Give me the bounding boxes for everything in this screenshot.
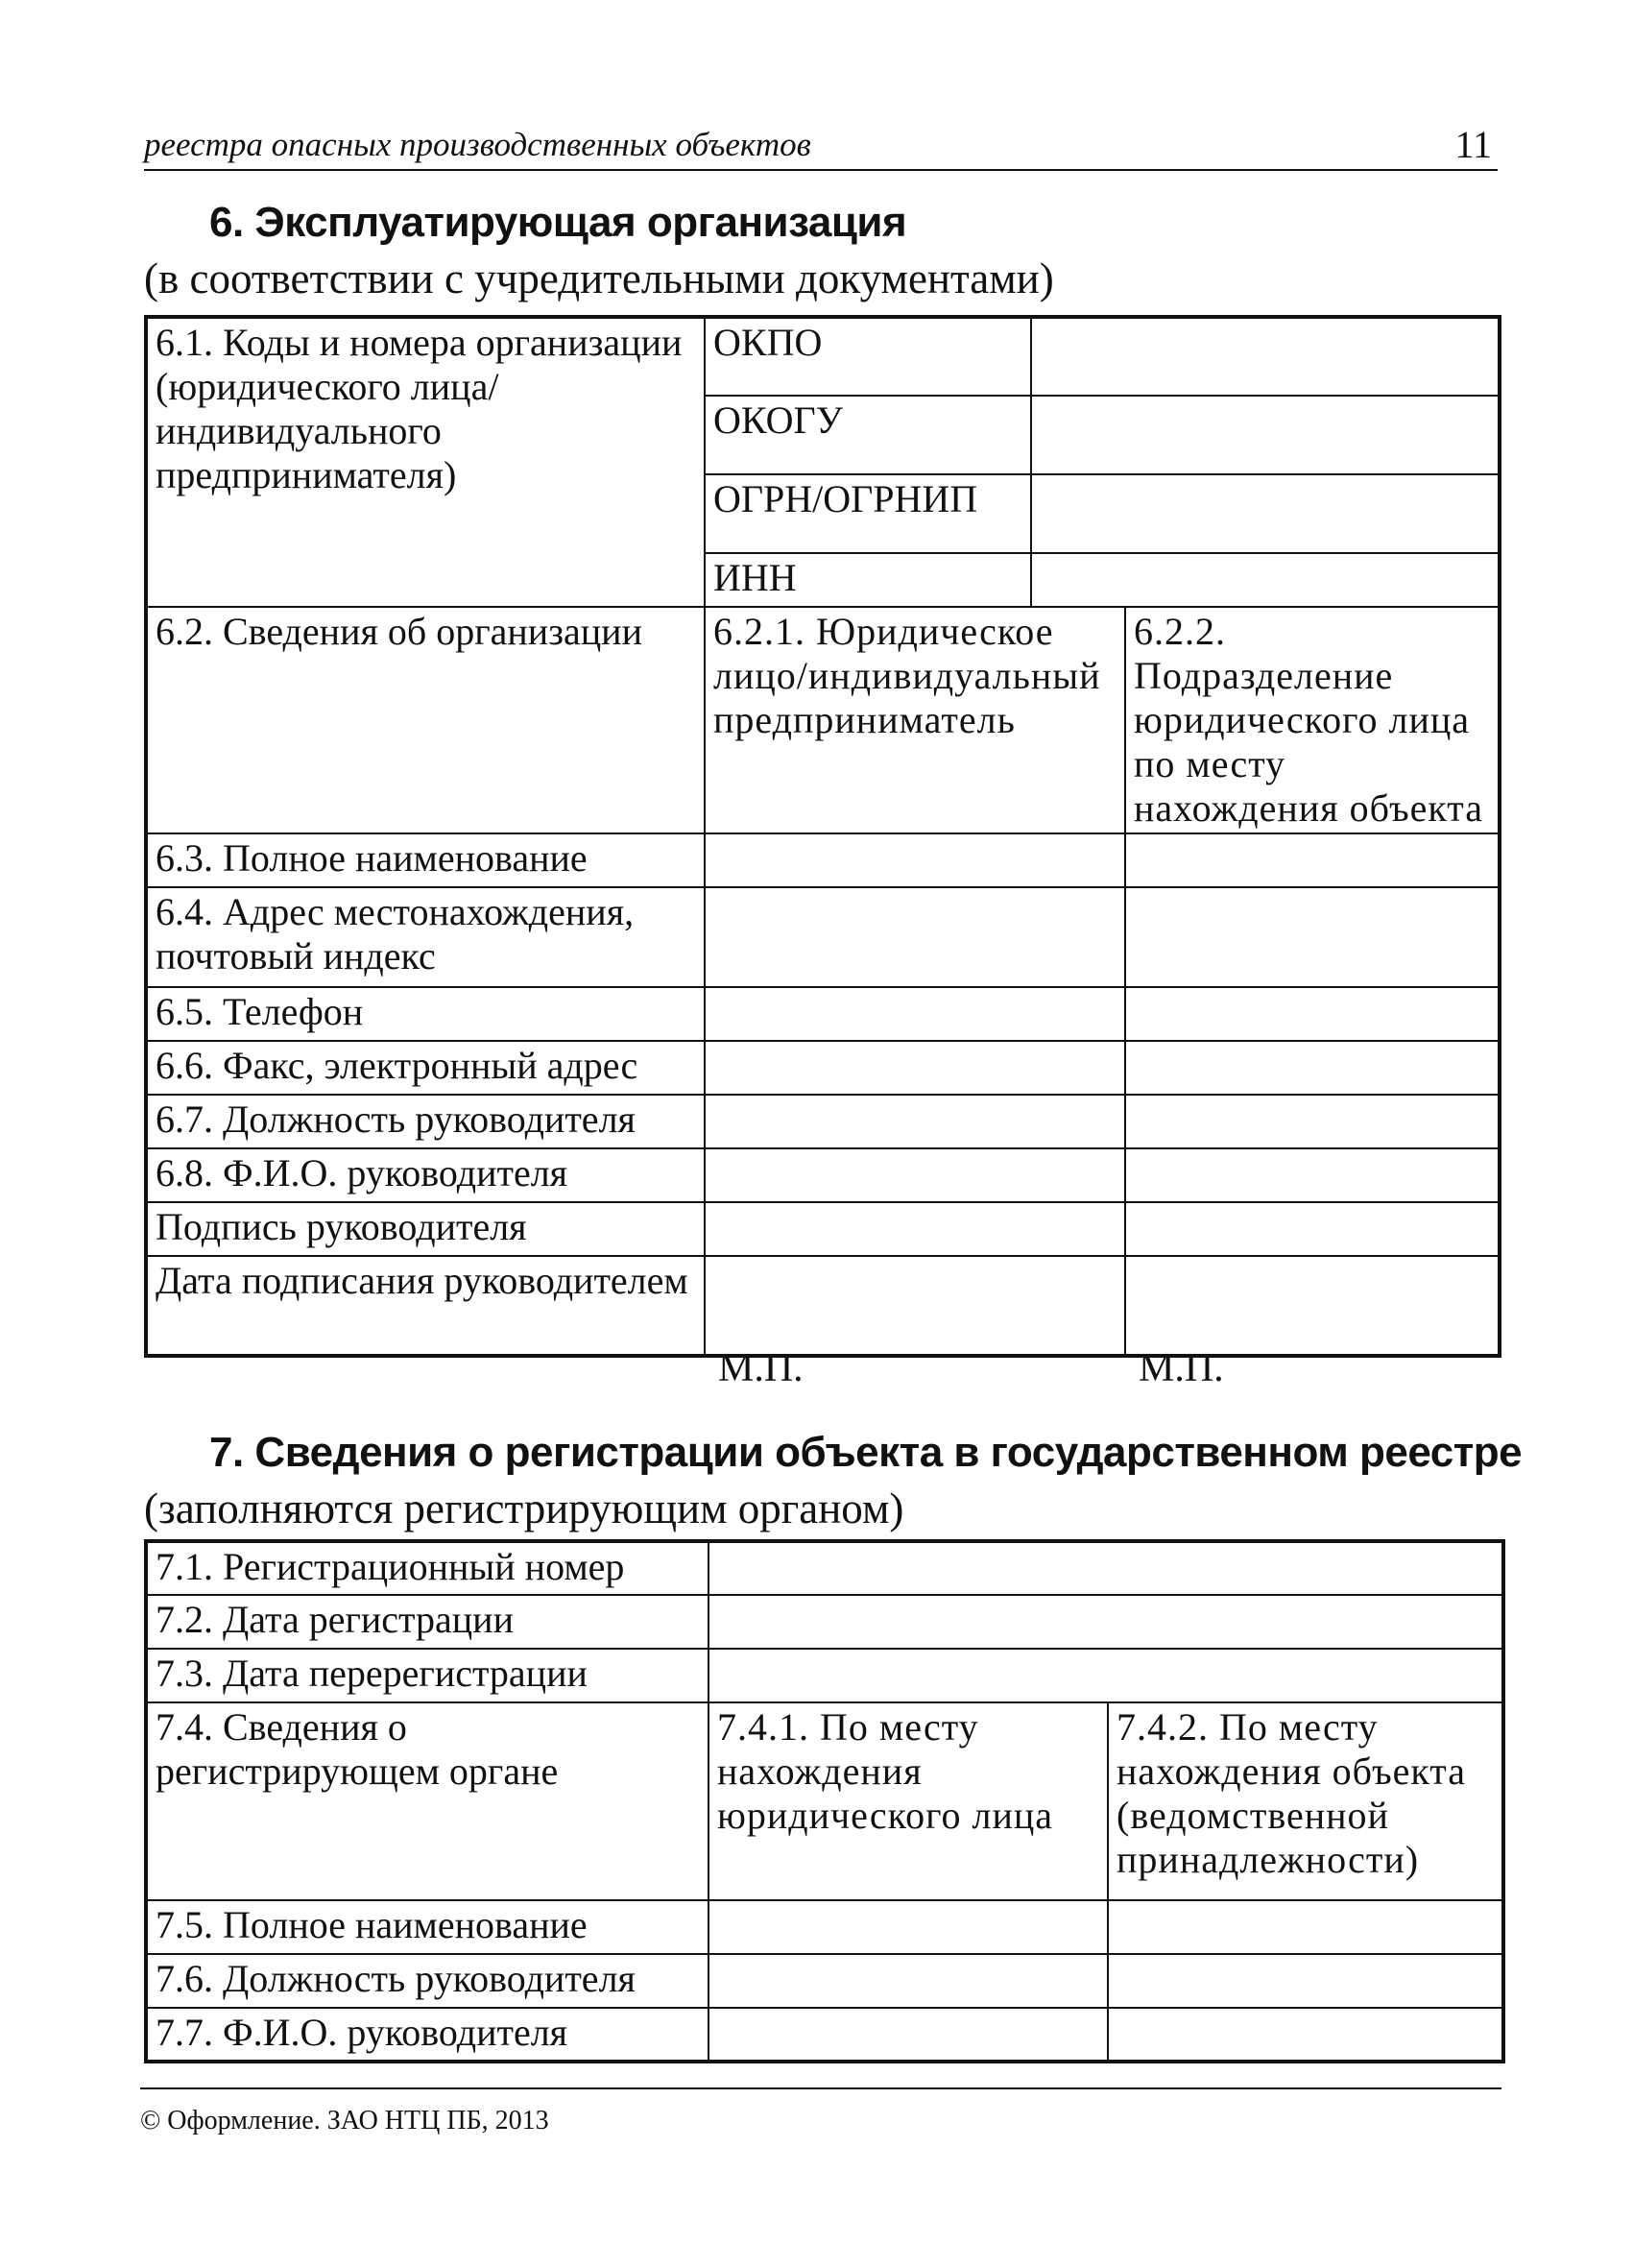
field-cell[interactable] [1125,1041,1500,1095]
page-number: 11 [1454,123,1492,166]
field-cell[interactable] [1125,833,1500,887]
field-cell[interactable] [708,1954,1108,2008]
row-label-reg-number: 7.1. Регистрационный номер [146,1541,708,1595]
footer-divider [140,2087,1501,2089]
registering-body-label: 7.4. Сведения о регистрирующем органе [146,1702,708,1900]
stamp-place-2: М.П. [1139,1346,1224,1390]
code-label-ogrn: ОГРН/ОГРНИП [705,474,1031,553]
col-by-legal-entity-header: 7.4.1. По месту нахождения юридического лица [708,1702,1108,1900]
field-cell[interactable] [1125,1148,1500,1202]
col-subdivision-header: 6.2.2. Подразделение юридического лица по месту нахождения объекта [1125,607,1500,833]
field-cell[interactable] [708,1541,1503,1595]
section-7-table [144,1539,1505,2063]
code-value-okogu[interactable] [1031,396,1500,474]
field-cell[interactable] [705,887,1125,987]
field-cell[interactable] [705,1148,1125,1202]
col-legal-entity-header: 6.2.1. Юридическое лицо/индивидуальный предприниматель [705,607,1125,833]
field-cell[interactable] [1125,1256,1500,1356]
field-cell[interactable] [705,1256,1125,1356]
field-cell[interactable] [708,1900,1108,1954]
code-value-okpo[interactable] [1031,317,1500,396]
field-cell[interactable] [1108,1954,1503,2008]
row-label-fax-email: 6.6. Факс, электронный адрес [146,1041,705,1095]
row-label-address: 6.4. Адрес местонахождения, почтовый индекс [146,887,705,987]
field-cell[interactable] [705,1041,1125,1095]
field-cell[interactable] [1125,987,1500,1041]
code-label-okpo: ОКПО [705,317,1031,396]
code-value-ogrn[interactable] [1031,474,1500,553]
code-value-inn[interactable] [1031,553,1500,607]
row-label-head-name: 6.8. Ф.И.О. руководителя [146,1148,705,1202]
row-label-full-name: 6.3. Полное наименование [146,833,705,887]
field-cell[interactable] [705,1095,1125,1148]
running-header [144,123,1498,171]
field-cell[interactable] [1125,1095,1500,1148]
section-6-subtitle: (в соответствии с учредительными документами) [144,254,1054,302]
code-label-okogu: ОКОГУ [705,396,1031,474]
section-6-title: 6. Эксплуатирующая организация [209,199,907,246]
row-label-phone: 6.5. Телефон [146,987,705,1041]
field-cell[interactable] [708,1649,1503,1702]
codes-label-cell: 6.1. Коды и номера организации (юридического лица/индивидуального предпринимателя) [146,317,705,607]
field-cell[interactable] [708,1595,1503,1649]
col-by-object-header: 7.4.2. По месту нахождения объекта (ведомственной принадлежности) [1108,1702,1503,1900]
row-label-sign-date: Дата подписания руководителем [146,1256,705,1356]
field-cell[interactable] [705,833,1125,887]
org-info-label: 6.2. Сведения об организации [146,607,705,833]
row-label-body-head-position: 7.6. Должность руководителя [146,1954,708,2008]
row-label-body-full-name: 7.5. Полное наименование [146,1900,708,1954]
stamp-place-1: М.П. [718,1346,804,1390]
field-cell[interactable] [705,987,1125,1041]
section-6-table [144,315,1501,1358]
field-cell[interactable] [708,2008,1108,2062]
field-cell[interactable] [1125,887,1500,987]
footer-copyright: © Оформление. ЗАО НТЦ ПБ, 2013 [140,2106,549,2135]
running-title: реестра опасных производственных объектов [144,126,811,163]
field-cell[interactable] [1108,2008,1503,2062]
row-label-body-head-name: 7.7. Ф.И.О. руководителя [146,2008,708,2062]
row-label-signature: Подпись руководителя [146,1202,705,1256]
row-label-reg-date: 7.2. Дата регистрации [146,1595,708,1649]
field-cell[interactable] [1125,1202,1500,1256]
code-label-inn: ИНН [705,553,1031,607]
section-7-title: 7. Сведения о регистрации объекта в государственном реестре [209,1429,1523,1476]
row-label-rereg-date: 7.3. Дата перерегистрации [146,1649,708,1702]
field-cell[interactable] [705,1202,1125,1256]
section-7-subtitle: (заполняются регистрирующим органом) [144,1484,904,1532]
row-label-head-position: 6.7. Должность руководителя [146,1095,705,1148]
field-cell[interactable] [1108,1900,1503,1954]
